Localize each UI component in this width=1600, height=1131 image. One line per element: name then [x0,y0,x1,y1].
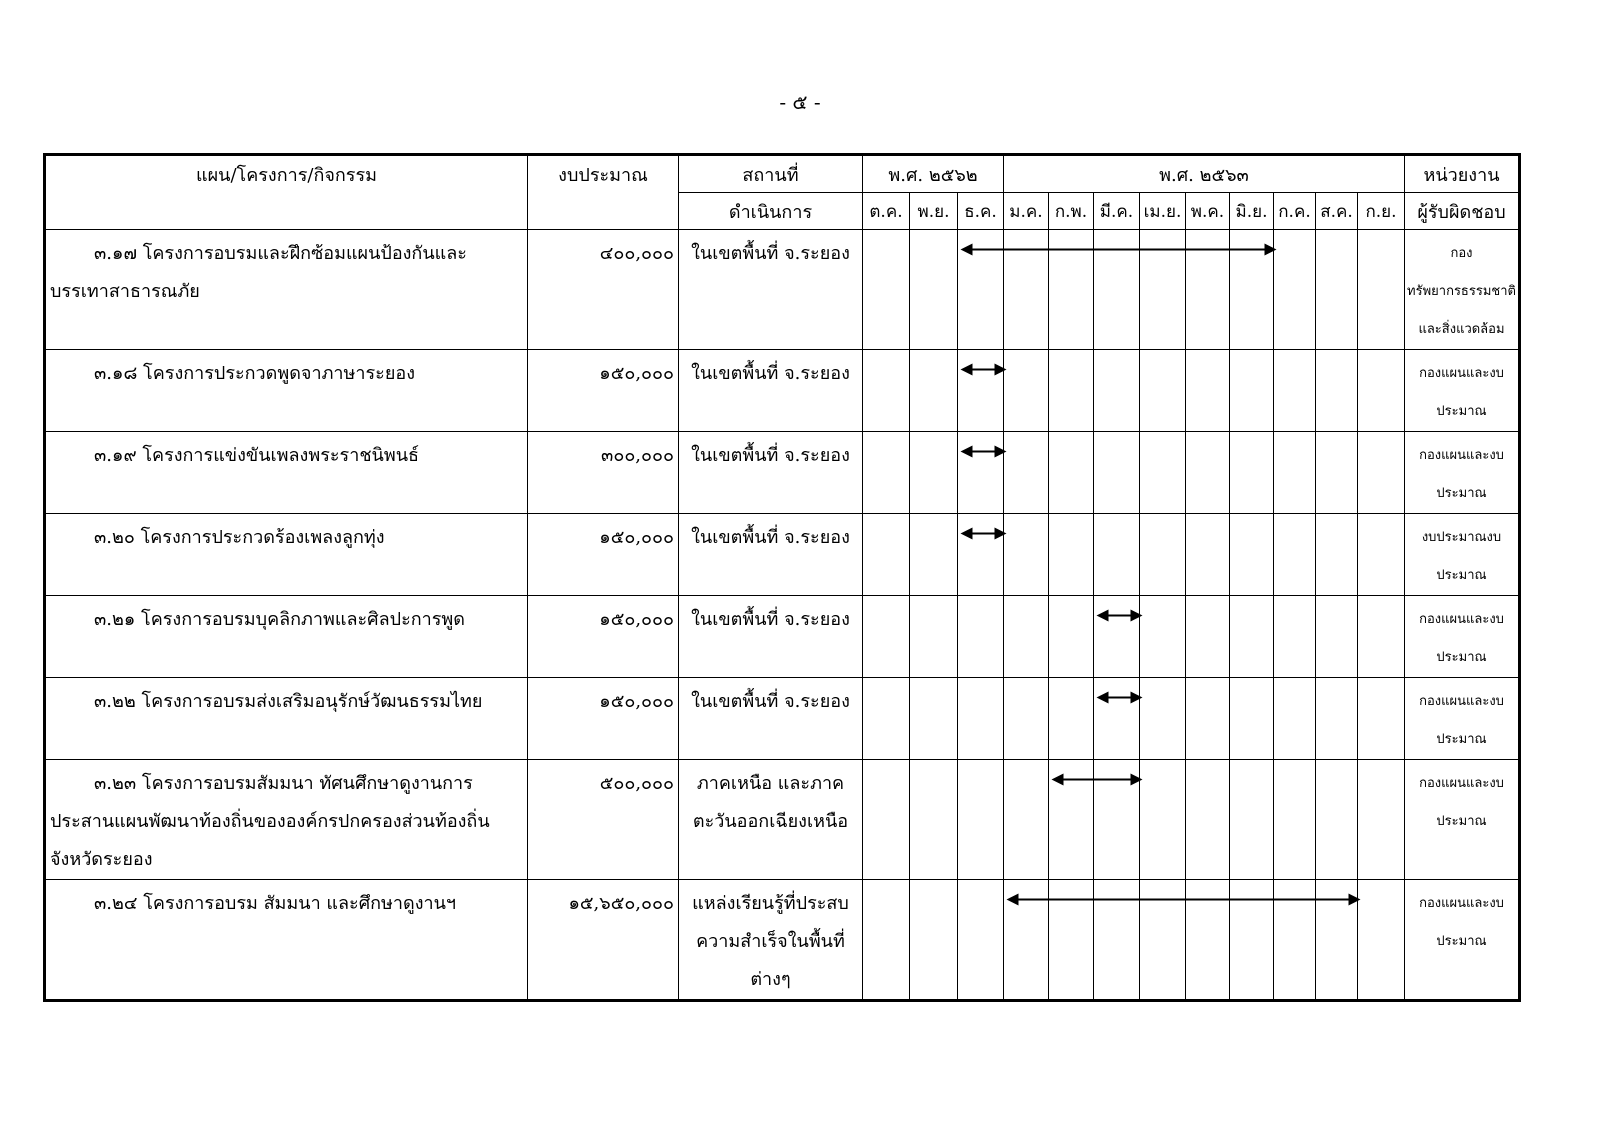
location-cell-text: ในเขตพื้นที่ จ.ระยอง [691,363,850,384]
unit-cell-text: งบประมาณงบประมาณ [1421,530,1502,583]
month-cell [1140,514,1186,596]
header-month: พ.ค. [1186,193,1230,230]
unit-cell-text: กองแผนและงบประมาณ [1419,694,1504,747]
activity-cell [45,350,528,432]
table-row [45,432,1520,514]
month-cell [1358,350,1405,432]
header-budget: งบประมาณ [528,155,679,230]
month-cell [1230,880,1274,1001]
header-unit-line2: ผู้รับผิดชอบ [1405,193,1520,230]
month-cell [1094,432,1140,514]
month-cell [1358,514,1405,596]
month-cell [1274,880,1316,1001]
activity-cell [45,678,528,760]
budget-cell [528,596,679,678]
header-unit-line1: หน่วยงาน [1405,155,1520,193]
month-cell [1004,432,1049,514]
header-row-top [45,155,1520,193]
header-month: ธ.ค. [958,193,1004,230]
header-activity: แผน/โครงการ/กิจกรรม [45,155,528,230]
page-number: - ๕ - [779,90,821,114]
unit-cell [1405,514,1520,596]
header-month: พ.ย. [910,193,958,230]
activity-cell-text: ๓.๑๗ โครงการอบรมและฝึกซ้อมแผนป้องกันและบรรเทาสาธารณภัย [50,243,467,302]
unit-cell-text: กองแผนและงบประมาณ [1419,366,1504,419]
location-cell [679,230,863,350]
month-cell [1274,514,1316,596]
budget-cell [528,514,679,596]
month-cell [1094,230,1140,350]
activity-cell-text: ๓.๒๓ โครงการอบรมสัมมนา ทัศนศึกษาดูงานการประสานแผนพัฒนาท้องถิ่นขององค์กรปกครองส่วนท้องถิ่นจังหวัดระยอง [50,773,490,870]
month-cell [1274,678,1316,760]
table-row [45,596,1520,678]
location-cell-text: แหล่งเรียนรู้ที่ประสบความสำเร็จในพื้นที่ต่างๆ [692,893,849,990]
project-schedule-table [43,153,1521,1002]
location-cell [679,596,863,678]
month-cell [1230,514,1274,596]
budget-cell-text: ๔๐๐,๐๐๐ [599,243,674,264]
month-cell [1316,432,1358,514]
month-cell [1186,678,1230,760]
activity-cell [45,514,528,596]
budget-cell [528,880,679,1001]
location-cell-text: ในเขตพื้นที่ จ.ระยอง [691,609,850,630]
month-cell [958,596,1004,678]
month-cell [910,432,958,514]
activity-cell-text: ๓.๒๒ โครงการอบรมส่งเสริมอนุรักษ์วัฒนธรรมไทย [94,691,483,712]
month-cell [1358,880,1405,1001]
location-cell [679,880,863,1001]
month-cell [863,350,910,432]
month-cell [910,678,958,760]
month-cell [863,880,910,1001]
budget-cell-text: ๕๐๐,๐๐๐ [599,773,674,794]
month-cell [863,678,910,760]
unit-cell [1405,880,1520,1001]
activity-cell-text: ๓.๒๑ โครงการอบรมบุคลิกภาพและศิลปะการพูด [94,609,465,630]
header-month: มิ.ย. [1230,193,1274,230]
month-cell [958,432,1004,514]
location-cell-text: ในเขตพื้นที่ จ.ระยอง [691,243,850,264]
month-cell [1004,678,1049,760]
budget-cell-text: ๑๕๐,๐๐๐ [599,527,674,548]
month-cell [1140,230,1186,350]
month-cell [958,880,1004,1001]
month-cell [910,880,958,1001]
header-month: ก.พ. [1049,193,1094,230]
month-cell [1094,350,1140,432]
unit-cell [1405,432,1520,514]
unit-cell-text: กองแผนและงบประมาณ [1419,896,1504,949]
month-cell [1094,514,1140,596]
header-month: ม.ค. [1004,193,1049,230]
unit-cell-text: กองแผนและงบประมาณ [1419,776,1504,829]
budget-cell-text: ๑๕๐,๐๐๐ [599,609,674,630]
unit-cell-text: กองทรัพยากรธรรมชาติและสิ่งแวดล้อม [1407,246,1516,337]
month-cell [1094,880,1140,1001]
month-cell [910,514,958,596]
header-month: ก.ย. [1358,193,1405,230]
month-cell [1049,514,1094,596]
month-cell [1186,350,1230,432]
month-cell [1004,514,1049,596]
activity-cell [45,230,528,350]
header-month: มี.ค. [1094,193,1140,230]
month-cell [1140,760,1186,880]
location-cell [679,514,863,596]
header-month: ส.ค. [1316,193,1358,230]
month-cell [1316,678,1358,760]
month-cell [1230,230,1274,350]
month-cell [1049,880,1094,1001]
month-cell [1316,230,1358,350]
unit-cell [1405,760,1520,880]
month-cell [910,350,958,432]
month-cell [1004,760,1049,880]
month-cell [1186,432,1230,514]
header-year-2: พ.ศ. ๒๕๖๓ [1004,155,1405,193]
month-cell [1049,760,1094,880]
location-cell [679,760,863,880]
month-cell [1230,596,1274,678]
table-row [45,678,1520,760]
budget-cell-text: ๑๕๐,๐๐๐ [599,691,674,712]
unit-cell-text: กองแผนและงบประมาณ [1419,612,1504,665]
month-cell [1358,678,1405,760]
month-cell [1358,596,1405,678]
month-cell [1186,230,1230,350]
month-cell [863,230,910,350]
budget-cell [528,678,679,760]
month-cell [1140,350,1186,432]
month-cell [1004,230,1049,350]
month-cell [863,596,910,678]
month-cell [1230,678,1274,760]
budget-cell-text: ๑๕๐,๐๐๐ [599,363,674,384]
header-location-line1: สถานที่ [679,155,863,193]
location-cell-text: ในเขตพื้นที่ จ.ระยอง [691,527,850,548]
unit-cell-text: กองแผนและงบประมาณ [1419,448,1504,501]
month-cell [1316,880,1358,1001]
month-cell [958,678,1004,760]
month-cell [1049,350,1094,432]
activity-cell-text: ๓.๑๘ โครงการประกวดพูดจาภาษาระยอง [94,363,415,384]
budget-cell [528,760,679,880]
budget-cell [528,350,679,432]
header-month: ต.ค. [863,193,910,230]
header-month: เม.ย. [1140,193,1186,230]
table-row [45,350,1520,432]
month-cell [1316,514,1358,596]
month-cell [1230,432,1274,514]
month-cell [958,760,1004,880]
month-cell [863,760,910,880]
table-row [45,230,1520,350]
unit-cell [1405,596,1520,678]
budget-cell-text: ๑๕,๖๕๐,๐๐๐ [568,893,674,914]
month-cell [1140,432,1186,514]
month-cell [1274,432,1316,514]
month-cell [1049,596,1094,678]
budget-cell [528,432,679,514]
month-cell [1049,230,1094,350]
month-cell [1140,880,1186,1001]
table-row [45,760,1520,880]
month-cell [1358,760,1405,880]
location-cell [679,350,863,432]
month-cell [1316,596,1358,678]
month-cell [1274,350,1316,432]
activity-cell-text: ๓.๒๐ โครงการประกวดร้องเพลงลูกทุ่ง [94,527,385,548]
unit-cell [1405,350,1520,432]
month-cell [1186,514,1230,596]
month-cell [1316,350,1358,432]
header-location-line2: ดำเนินการ [679,193,863,230]
unit-cell [1405,678,1520,760]
month-cell [1230,350,1274,432]
month-cell [1316,760,1358,880]
month-cell [958,514,1004,596]
activity-cell [45,432,528,514]
activity-cell-text: ๓.๒๔ โครงการอบรม สัมมนา และศึกษาดูงานฯ [94,893,457,914]
month-cell [1049,678,1094,760]
month-cell [1094,760,1140,880]
month-cell [863,432,910,514]
month-cell [863,514,910,596]
table-body [45,230,1520,1001]
location-cell-text: ในเขตพื้นที่ จ.ระยอง [691,445,850,466]
month-cell [1140,678,1186,760]
month-cell [1274,760,1316,880]
activity-cell [45,596,528,678]
month-cell [910,230,958,350]
location-cell-text: ในเขตพื้นที่ จ.ระยอง [691,691,850,712]
header-year-1: พ.ศ. ๒๕๖๒ [863,155,1004,193]
header-month: ก.ค. [1274,193,1316,230]
month-cell [910,596,958,678]
month-cell [1186,596,1230,678]
month-cell [910,760,958,880]
location-cell [679,432,863,514]
month-cell [1186,880,1230,1001]
location-cell-text: ภาคเหนือ และภาคตะวันออกเฉียงเหนือ [692,773,849,832]
activity-cell [45,760,528,880]
month-cell [1230,760,1274,880]
budget-cell [528,230,679,350]
month-cell [1004,880,1049,1001]
month-cell [958,350,1004,432]
month-cell [1004,350,1049,432]
unit-cell [1405,230,1520,350]
table-row [45,880,1520,1001]
month-cell [1358,230,1405,350]
month-cell [1094,596,1140,678]
month-cell [958,230,1004,350]
month-cell [1186,760,1230,880]
activity-cell-text: ๓.๑๙ โครงการแข่งขันเพลงพระราชนิพนธ์ [94,445,419,466]
budget-cell-text: ๓๐๐,๐๐๐ [601,445,674,466]
activity-cell [45,880,528,1001]
month-cell [1274,230,1316,350]
month-cell [1004,596,1049,678]
location-cell [679,678,863,760]
month-cell [1140,596,1186,678]
month-cell [1094,678,1140,760]
table-row [45,514,1520,596]
month-cell [1274,596,1316,678]
month-cell [1049,432,1094,514]
month-cell [1358,432,1405,514]
